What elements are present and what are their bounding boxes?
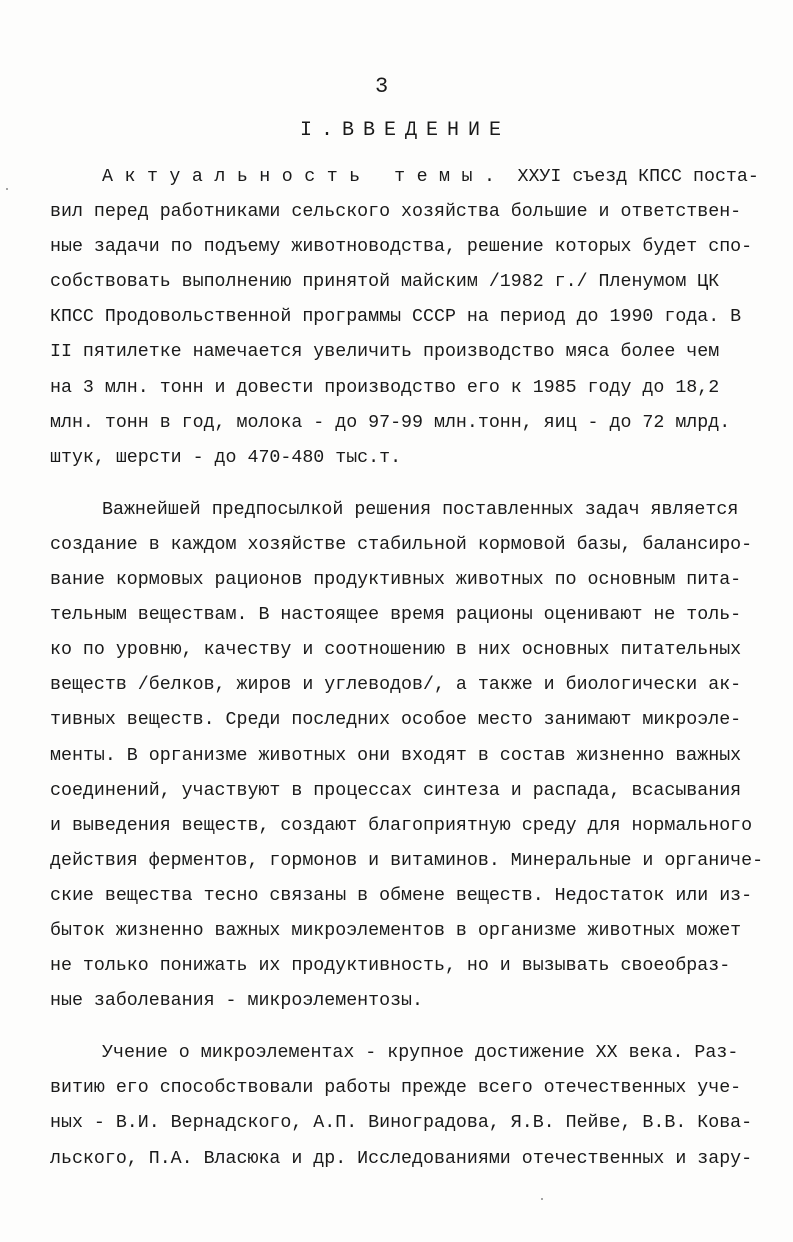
text-line: ные задачи по подъему животноводства, решение которых будет спо- [50,237,753,258]
text-line: КПСС Продовольственной программы СССР на период до 1990 года. В [50,307,742,328]
text-line: ские вещества тесно связаны в обмене веществ. Недостаток или из- [50,885,753,906]
text-line: соединений, участвуют в процессах синтеза и распада, всасывания [50,780,742,801]
text-line: ных - В.И. Вернадского, А.П. Виноградова, Я.В. Пейве, В.В. Кова- [50,1113,753,1134]
paragraph-spacer [50,1019,750,1036]
text-line: быток жизненно важных микроэлементов в организме животных может [50,920,742,941]
emphasized-lead: Актуальность темы. [102,167,507,187]
scan-speck [6,188,8,190]
text-line: млн. тонн в год, молока - до 97-99 млн.тонн, яиц - до 72 млрд. [50,412,731,433]
text-line: Учение о микроэлементах - крупное достижение ХХ века. Раз- [102,1043,739,1064]
text-line: действия ферментов, гормонов и витаминов. Минеральные и органиче- [50,850,764,871]
body-text [50,160,764,1177]
text-line: Актуальность темы. ХХУI съезд КПСС поста- [102,167,759,187]
text-line: льского, П.А. Власюка и др. Исследованиями отечественных и зару- [50,1148,753,1169]
text-line: вил перед работниками сельского хозяйства большие и ответствен- [50,202,742,223]
text-line: ные заболевания - микроэлементозы. [50,991,423,1012]
text-line: ко по уровню, качеству и соотношению в них основных питательных [50,640,742,661]
paragraph-spacer [50,476,750,493]
page-number: 3 [375,74,389,99]
text-line: собствовать выполнению принятой майским /1982 г./ Пленумом ЦК [50,272,720,293]
paragraph-1 [50,160,759,476]
text-line: на 3 млн. тонн и довести производство его к 1985 году до 18,2 [50,377,720,398]
text-line: и выведения веществ, создают благоприятную среду для нормального [50,815,753,836]
text-line: Важнейшей предпосылкой решения поставленных задач является [102,499,739,520]
text-line: не только понижать их продуктивность, но и вызывать своеобраз- [50,956,731,977]
text-line: создание в каждом хозяйстве стабильной кормовой базы, балансиро- [50,534,753,555]
section-heading: I.ВВЕДЕНИЕ [300,119,511,142]
text-line: витию его способствовали работы прежде всего отечественных уче- [50,1078,742,1099]
text-line: штук, шерсти - до 470-480 тыс.т. [50,447,402,468]
text-line: тивных веществ. Среди последних особое место занимают микроэле- [50,710,742,731]
scan-speck [541,1198,543,1200]
text-line: тельным веществам. В настоящее время рационы оценивают не толь- [50,605,742,626]
text-line: II пятилетке намечается увеличить производство мяса более чем [50,342,720,363]
text-line: веществ /белков, жиров и углеводов/, а также и биологически ак- [50,675,742,696]
paragraph-3 [50,1036,753,1176]
text-line: вание кормовых рационов продуктивных животных по основным пита- [50,570,742,591]
paragraph-2 [50,493,764,1019]
text-line: менты. В организме животных они входят в состав жизненно важных [50,745,742,766]
